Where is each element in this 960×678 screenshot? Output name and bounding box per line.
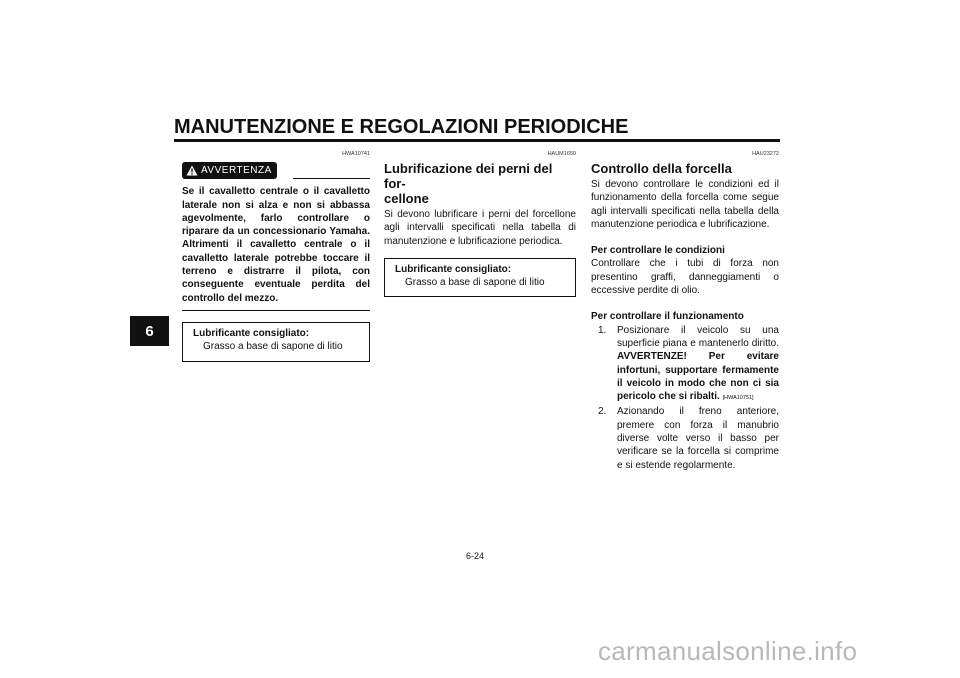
lubricant-box-value: Grasso a base di sapone di litio xyxy=(203,341,343,353)
section-intro: Si devono controllare le condizioni ed il funzionamento della forcella come segue agli intervalli specificati nella tabella della manutenzione periodica e lubrificazione. xyxy=(591,179,779,230)
page-number: 6-24 xyxy=(466,551,485,561)
list-item xyxy=(591,324,779,406)
section-code: HAU23272 xyxy=(752,151,779,157)
step-warning-code: [HWA10751] xyxy=(722,395,754,402)
warning-label: AVVERTENZA xyxy=(201,165,272,176)
lubricant-box-value: Grasso a base di sapone di litio xyxy=(405,277,545,289)
step-number: 2. xyxy=(598,406,607,418)
lubricant-box xyxy=(384,258,576,298)
lubricant-box xyxy=(182,322,370,362)
step-warning: AVVERTENZE! Per evitare infortuni, supportare fermamente il veicolo in modo che non ci sia pericolo che si ribalti. xyxy=(617,351,779,403)
title-rule xyxy=(174,139,780,142)
warning-badge xyxy=(182,162,277,179)
conditions-text: Controllare che i tubi di forza non presentino graffi, danneggiamenti o eccessive perdite di olio. xyxy=(591,258,779,297)
column-middle xyxy=(384,150,576,297)
section-body: Si devono lubrificare i perni del forcellone agli intervalli specificati nella tabella di manutenzione e lubrificazione periodica. xyxy=(384,209,576,247)
watermark: carmanualsonline.info xyxy=(598,636,858,666)
section-code: HAUM1650 xyxy=(547,151,576,157)
warning-rule xyxy=(293,178,370,179)
step-instruction: Posizionare il veicolo su una superficie piana e mantenerlo diritto. xyxy=(617,324,779,349)
operation-heading: Per controllare il funzionamento xyxy=(591,311,744,323)
step-text xyxy=(617,324,779,406)
steps-list xyxy=(591,324,779,472)
page-title: MANUTENZIONE E REGOLAZIONI PERIODICHE xyxy=(174,116,629,138)
column-right xyxy=(591,150,779,472)
list-item xyxy=(591,405,779,471)
lubricant-box-title: Lubrificante consigliato: xyxy=(395,263,512,275)
step-number: 1. xyxy=(598,324,607,336)
warning-header xyxy=(182,162,370,179)
step-text: Azionando il freno anteriore, premere con forza il manubrio diverse volte verso il basso per verificare se la forcella si comprime e si estende regolarmente. xyxy=(617,406,779,471)
lubricant-box-title: Lubrificante consigliato: xyxy=(193,327,310,339)
conditions-heading: Per controllare le condizioni xyxy=(591,245,725,257)
warning-triangle-icon xyxy=(186,165,198,176)
column-left xyxy=(182,150,370,362)
section-heading-line-1: Lubrificazione dei perni del for- xyxy=(384,161,553,191)
warning-text: Se il cavalletto centrale o il cavalletto laterale non si alza e non si abbassa agevolmente, farlo controllare o riparare da un concessionario Yamaha. Altrimenti il cavalletto centrale o il cavalletto laterale potrebbe toccare il terreno e distrarre il pilota, con conseguente eventuale perdita del controllo del mezzo. xyxy=(182,185,370,311)
section-heading: Controllo della forcella xyxy=(591,161,732,176)
section-heading xyxy=(384,161,576,206)
section-heading-line-2: cellone xyxy=(384,191,429,206)
section-code: HWA10741 xyxy=(342,151,370,157)
chapter-tab: 6 xyxy=(130,316,169,346)
